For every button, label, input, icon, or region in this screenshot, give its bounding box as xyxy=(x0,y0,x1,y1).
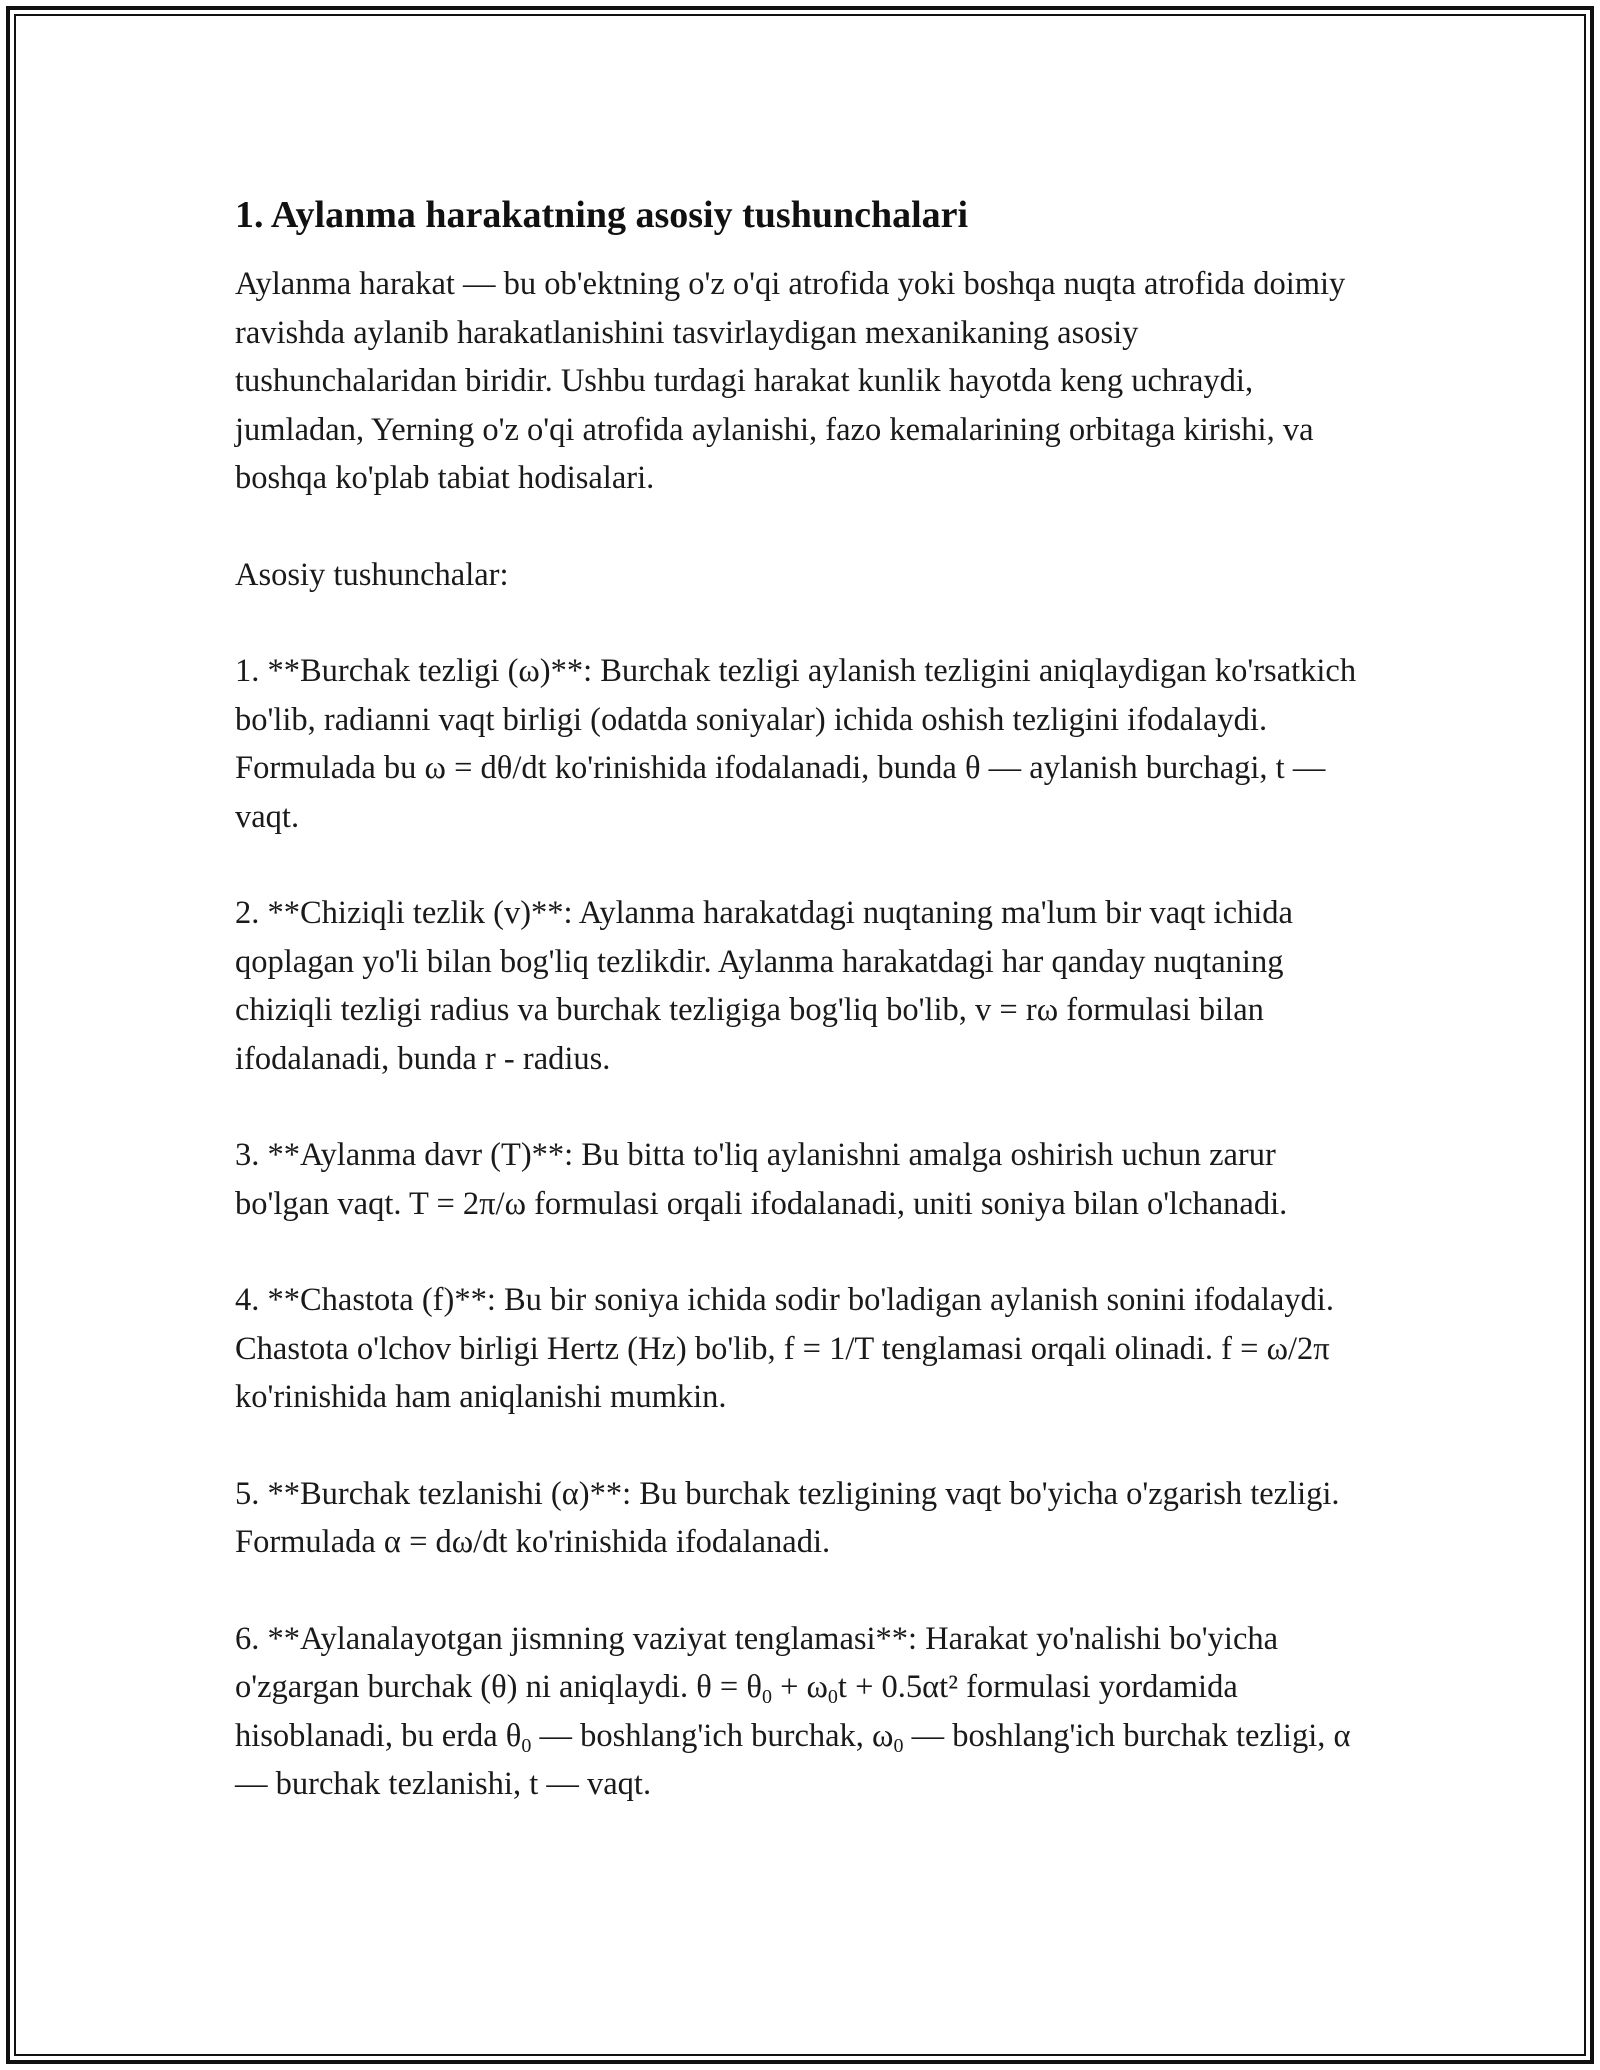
item6-text: t + 0.5αt² formulasi yordamida hisoblanadi, bu erda θ xyxy=(235,1669,1238,1754)
concept-item xyxy=(235,1615,1365,1809)
item6-text: + ω xyxy=(771,1669,828,1705)
section-heading: 1. Aylanma harakatning asosiy tushunchalari xyxy=(235,194,969,236)
concept-item: 4. **Chastota (f)**: Bu bir soniya ichida sodir bo'ladigan aylanish sonini ifodalaydi. Chastota o'lchov birligi Hertz (Hz) bo'lib, f = 1/T tenglamasi orqali olinadi. f = ω/2π ko'rinishida ham aniqlanishi mumkin. xyxy=(235,1282,1334,1415)
subscript-zero: 0 xyxy=(521,1734,532,1757)
subheading: Asosiy tushunchalar: xyxy=(235,556,509,593)
item6-text: 6. **Aylanalayotgan jismning vaziyat tenglamasi**: Harakat yo'nalishi bo'yicha o'zgargan burchak (θ) ni aniqlaydi. θ = θ xyxy=(235,1620,1279,1705)
concept-item: 3. **Aylanma davr (T)**: Bu bitta to'liq aylanishni amalga oshirish uchun zarur bo'lgan vaqt. T = 2π/ω formulasi orqali ifodalanadi, uniti soniya bilan o'lchanadi. xyxy=(235,1137,1288,1222)
concept-item: 5. **Burchak tezlanishi (α)**: Bu burchak tezligining vaqt bo'yicha o'zgarish tezligi. Formulada α = dω/dt ko'rinishida ifodalanadi. xyxy=(235,1475,1340,1560)
concept-item: 1. **Burchak tezligi (ω)**: Burchak tezligi aylanish tezligini aniqlaydigan ko'rsatkich bo'lib, radianni vaqt birligi (odatda soniyalar) ichida oshish tezligini ifodalaydi. Formulada bu ω = dθ/dt ko'rinishida ifodalanadi, bunda θ — aylanish burchagi, t — vaqt. xyxy=(235,653,1357,835)
subscript-zero: 0 xyxy=(827,1686,838,1708)
subscript-zero: 0 xyxy=(893,1734,904,1757)
subscript-zero: 0 xyxy=(761,1686,772,1708)
document-body xyxy=(235,188,1365,1857)
concept-item: 2. **Chiziqli tezlik (v)**: Aylanma harakatdagi nuqtaning ma'lum bir vaqt ichida qoplagan yo'li bilan bog'liq tezlikdir. Aylanma harakatdagi har qanday nuqtaning chiziqli tezligi radius va burchak tezligiga bog'liq bo'lib, v = rω formulasi bilan ifodalanadi, bunda r - radius. xyxy=(235,895,1293,1077)
item6-text: — boshlang'ich burchak, ω xyxy=(531,1717,894,1754)
item6-text: — boshlang'ich burchak tezligi, α — burchak tezlanishi, t — vaqt. xyxy=(235,1717,1351,1802)
intro-paragraph: Aylanma harakat — bu ob'ektning o'z o'qi atrofida yoki boshqa nuqta atrofida doimiy ravishda aylanib harakatlanishini tasvirlaydigan mexanikaning asosiy tushunchalaridan biridir. Ushbu turdagi harakat kunlik hayotda keng uchraydi, jumladan, Yerning o'z o'qi atrofida aylanishi, fazo kemalarining orbitaga kirishi, va boshqa ko'plab tabiat hodisalari. xyxy=(235,266,1346,496)
